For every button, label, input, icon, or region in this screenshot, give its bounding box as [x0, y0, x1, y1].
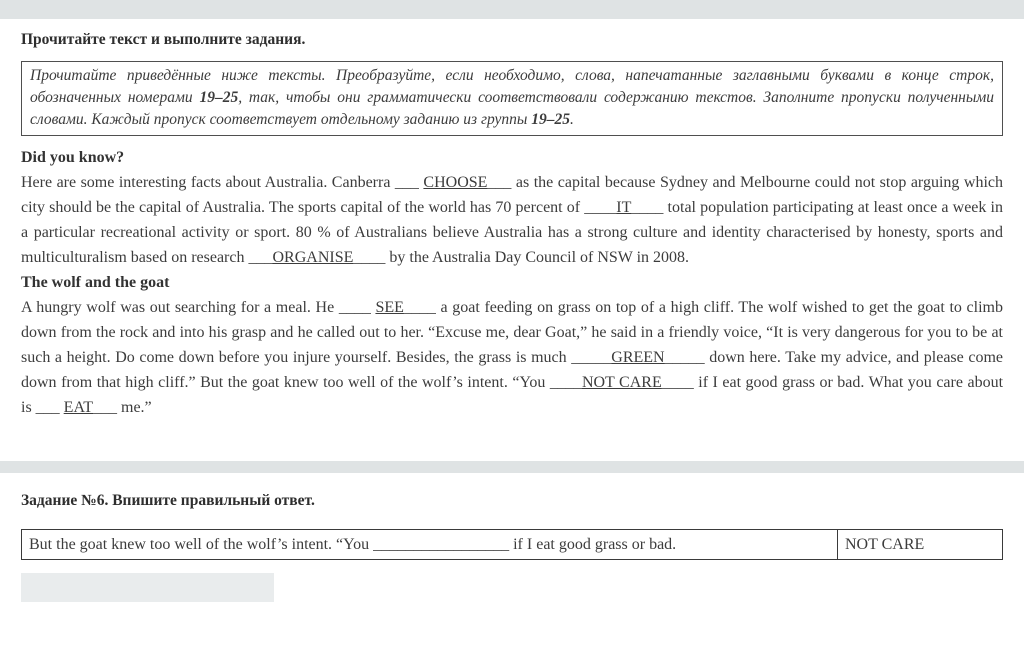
text-b-heading: The wolf and the goat	[21, 274, 170, 291]
page-title: Прочитайте текст и выполните задания.	[21, 31, 306, 48]
task-sentence-cell: But the goat knew too well of the wolf’s intent. “You _________________ if I eat good grass or bad.	[22, 530, 838, 560]
text-a-heading: Did you know?	[21, 149, 125, 166]
task-section	[0, 492, 1024, 602]
task-table	[21, 529, 1003, 560]
task-keyword-cell: NOT CARE	[838, 530, 1003, 560]
text-b-paragraph: A hungry wolf was out searching for a meal. He ____ SEE____ a goat feeding on grass on top of a high cliff. The wolf wished to get the goat to climb down from the rock and into his grasp and he called out to her. “Excuse me, dear Goat,” he said in a friendly voice, “It is very dangerous for you to be at such a height. Do come down before you injure yourself. Besides, the grass is much _____GREEN_____ down here. Take my advice, and please come down from that high cliff.” But the goat knew too well of the wolf’s intent. “You ____NOT CARE____ if I eat good grass or bad. What you care about is ___ EAT___ me.”	[21, 299, 1004, 416]
table-row	[22, 530, 1003, 560]
section-separator	[0, 461, 1024, 473]
answer-input[interactable]	[21, 573, 274, 602]
exercise-section	[0, 31, 1024, 420]
task-heading: Задание №6. Впишите правильный ответ.	[21, 492, 315, 509]
text-a-paragraph: Here are some interesting facts about Australia. Canberra ___ CHOOSE___ as the capital because Sydney and Melbourne could not stop arguing which city should be the capital of Australia. The sports capital of the world has 70 percent of ____IT____ total population participating at least once a week in a particular recreational activity or sport. 80 % of Australians believe Australia has a strong culture and identity characterised by honesty, sports and multiculturalism based on research ___ORGANISE____ by the Australia Day Council of NSW in 2008.	[21, 174, 1004, 266]
instructions-box: Прочитайте приведённые ниже тексты. Преобразуйте, если необходимо, слова, напечатанные заглавными буквами в конце строк, обозначенных номерами 19–25, так, чтобы они грамматически соответствовали содержанию текстов. Заполните пропуски полученными словами. Каждый пропуск соответствует отдельному заданию из группы 19–25.	[21, 61, 1003, 136]
page-top-band	[0, 0, 1024, 19]
